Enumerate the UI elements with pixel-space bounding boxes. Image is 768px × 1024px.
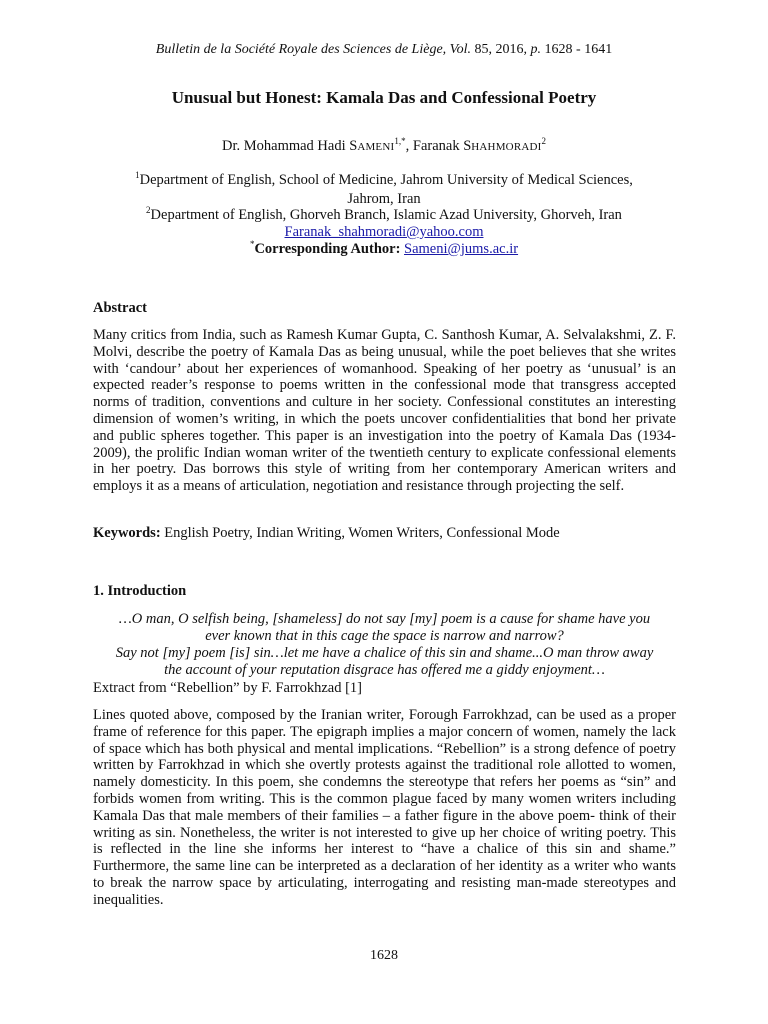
introduction-heading: 1. Introduction	[93, 583, 187, 599]
page-number: 1628	[370, 948, 398, 963]
epigraph-source: Extract from “Rebellion” by F. Farrokhzad [1]	[93, 680, 363, 696]
corresponding-label: Corresponding Author:	[254, 241, 401, 257]
affiliation-2-line: Department of English, Ghorveh Branch, Islamic Azad University, Ghorveh, Iran	[150, 207, 622, 223]
email-row	[0, 224, 768, 241]
author2-email-link[interactable]: Faranak_shahmoradi@yahoo.com	[284, 224, 484, 240]
corresponding-author	[0, 241, 768, 258]
abstract-text: Many critics from India, such as Ramesh Kumar Gupta, C. Santhosh Kumar, A. Selvalakshmi, Z. F. Molvi, describe the poetry of Kamala Das as being unusual, while the poet believes that she writes with ‘candour’ about her experiences of womanhood. Speaking of her poetry as ‘unusual’ is an expected reader’s response to poems written in the confessional mode that transgress accepted norms of tradition, conventions and culture in her society. Confessional constitutes an interesting dimension of women’s writing, in which the poets uncover confidentialities that bond her private and public spheres together. This paper is an investigation into the poetry of Kamala Das (1934-2009), the prolific Indian woman writer of the twentieth century to explicate confessional elements in her poetry. Das borrows this style of writing from her contemporary American writers and employs it as a means of articulation, negotiation and resistance through projecting the self.	[93, 327, 676, 495]
epigraph-line-3: Say not [my] poem [is] sin…let me have a chalice of this sin and shame...O man throw away	[115, 645, 654, 661]
author1-name: Dr. Mohammad Hadi S	[221, 138, 358, 154]
author-line	[0, 138, 768, 155]
affiliation-1-line1: Department of English, School of Medicine, Jahrom University of Medical Sciences,	[139, 172, 633, 188]
journal-volume: 85	[474, 42, 489, 57]
author-separator: , Faranak S	[405, 138, 472, 154]
epigraph-line-1: …O man, O selfish being, [shameless] do not say [my] poem is a cause for shame have you	[118, 611, 651, 627]
author2-sup: 2	[541, 136, 547, 147]
journal-name: Bulletin de la Société Royale des Sciences de Liège, Vol.	[155, 42, 472, 57]
affiliation-1	[0, 172, 768, 189]
paper-title: Unusual but Honest: Kamala Das and Confessional Poetry	[171, 88, 597, 107]
keywords-text: English Poetry, Indian Writing, Women Writers, Confessional Mode	[160, 525, 560, 541]
introduction-paragraph: Lines quoted above, composed by the Iranian writer, Forough Farrokhzad, can be used as a proper frame of reference for this paper. The epigraph implies a major concern of women, namely the lack of space which has both physical and mental implications. “Rebellion” is a strong defence of poetry written by Farrokhzad in which she overtly protests against the traditional role allotted to women, namely domesticity. In this poem, she condemns the stereotype that refers her poems as “sin” and forbids women from writing. This is the common plague faced by many women writers including Kamala Das that male members of their families – a father figure in the above poem- think of their writing as sin. Nonetheless, the writer is not interested to give up her choice of writing poetry. This is reflected in the line she informs her interest to “have a chalice of this sin and shame.” Furthermore, the same line can be interpreted as a declaration of her identity as a writer who wants to break the narrow space by articulating, interrogating and resisting man-made stereotypes and inequalities.	[93, 707, 676, 908]
journal-pages: 1628 - 1641	[544, 42, 613, 57]
epigraph-line-4: the account of your reputation disgrace has offered me a giddy enjoyment…	[164, 662, 605, 678]
keywords-label: Keywords:	[93, 525, 161, 541]
affiliation-1-line2: Jahrom, Iran	[347, 191, 421, 207]
journal-page-label: p.	[530, 42, 542, 57]
journal-header	[0, 42, 768, 58]
author2-smallcaps: HAHMORADI	[471, 141, 542, 153]
affiliation-2	[0, 207, 768, 224]
affiliation-2-sup: 2	[146, 205, 151, 216]
epigraph-line-2: ever known that in this cage the space is narrow and narrow?	[205, 628, 564, 644]
author1-sup: 1,*	[394, 136, 406, 147]
corresponding-sup: *	[249, 239, 255, 250]
abstract-heading: Abstract	[93, 300, 147, 316]
affiliation-1-sup: 1	[135, 170, 140, 181]
journal-year: , 2016,	[488, 42, 531, 57]
corresponding-email-link[interactable]: Sameni@jums.ac.ir	[404, 241, 519, 257]
keywords-row	[93, 525, 676, 542]
author1-smallcaps: AMENI	[357, 141, 395, 153]
